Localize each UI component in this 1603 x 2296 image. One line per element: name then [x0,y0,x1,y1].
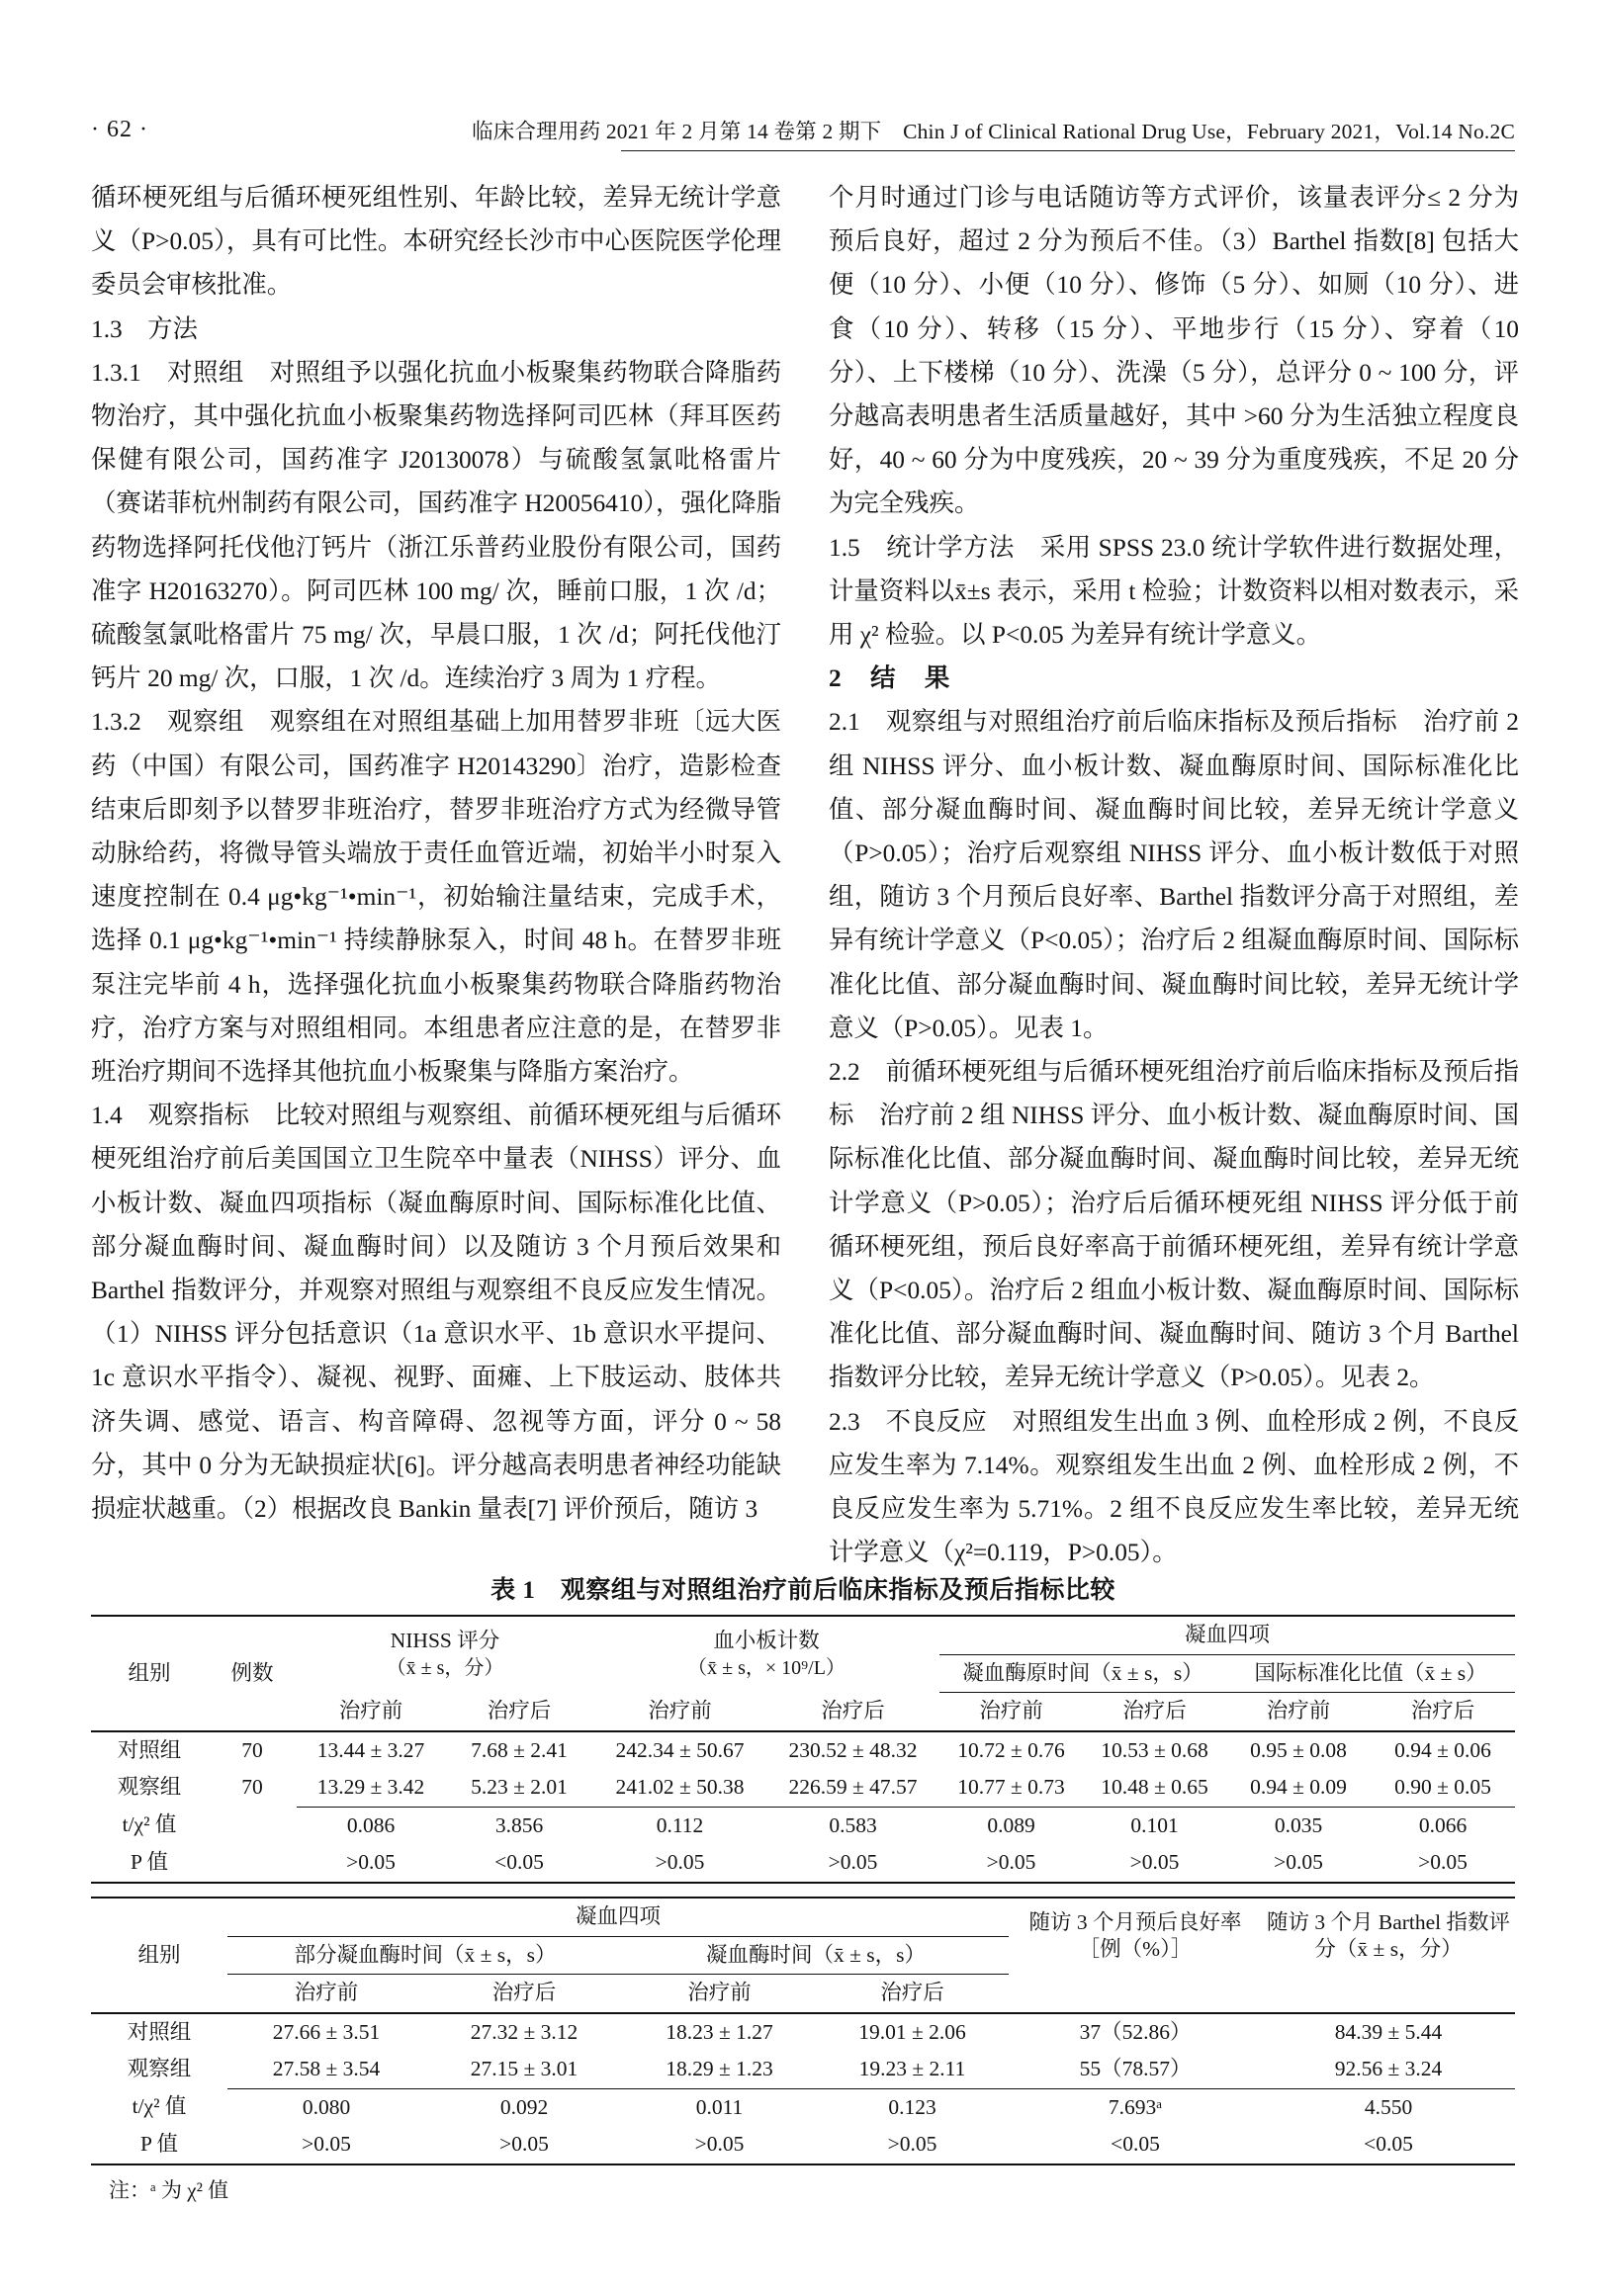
th-nihss [297,1616,593,1693]
cell: 0.101 [1083,1807,1226,1844]
cell: >0.05 [499,2132,549,2157]
th-group: 组别 [91,1898,227,2013]
cell: >0.05 [1274,1850,1323,1875]
cell: >0.05 [655,1850,705,1875]
paragraph-1-5: 1.5 统计学方法 采用 SPSS 23.0 统计学软件进行数据处理，计量资料以x̄±s 表示，采用 t 检验；计数资料以相对数表示，采用 χ² 检验。以 P<0.05 为差异有统计学意义。 [829,533,1519,650]
row-label: 对照组 [117,1737,182,1762]
cell: >0.05 [887,2132,937,2157]
table-2 [91,1897,1515,2165]
cell: 13.29 ± 3.42 [316,1775,425,1800]
heading-2-results: 2 结 果 [829,664,952,693]
cell: 226.59 ± 47.57 [788,1775,918,1800]
row-label: 对照组 [127,2019,192,2044]
cell: 92.56 ± 3.24 [1334,2057,1443,2081]
th-tt: 凝血酶时间（x̄ ± s，s） [623,1936,1009,1975]
cell: >0.05 [1418,1850,1468,1875]
row-n [208,1807,297,1844]
table-row [91,2051,1515,2088]
table-row [91,1844,1515,1883]
paragraph-2-2: 2.2 前循环梗死组与后循环梗死组治疗前后临床指标及预后指标 治疗前 2 组 NIHSS 评分、血小板计数、凝血酶原时间、国际标准化比值、部分凝血酶时间、凝血酶时间比较，差异无统计学意义（P>0.05）；治疗后后循环梗死组 NIHSS 评分低于前循环梗死组，预后良好率高于前循环梗死组，差异有统计学意义（P<0.05）。治疗后 2 组血小板计数、凝血酶原时间、国际标准化比值、部分凝血酶时间、凝血酶时间、随访 3 个月 Barthel 指数评分比较，差异无统计学意义（P>0.05）。见表 2。 [829,1058,1519,1392]
cell: <0.05 [494,1850,544,1875]
th-aptt: 部分凝血酶时间（x̄ ± s，s） [227,1936,623,1975]
th-sub-2: 治疗后 [491,1981,557,2005]
th-sub-2: 治疗后 [487,1698,552,1722]
cell: >0.05 [694,2132,745,2157]
cell: >0.05 [1129,1850,1180,1875]
cell: 27.58 ± 3.54 [272,2057,381,2081]
cell: 241.02 ± 50.38 [615,1775,745,1800]
row-n: 70 [241,1775,263,1800]
paragraph-intro: 循环梗死组与后循环梗死组性别、年龄比较，差异无统计学意义（P>0.05），具有可比性。本研究经长沙市中心医院医学伦理委员会审核批准。 [91,184,781,300]
cell: 0.90 ± 0.05 [1394,1775,1491,1800]
th-prognosis-rate: 随访 3 个月预后良好率［例（%）］ [1009,1898,1262,1975]
th-coagulation: 凝血四项 [939,1616,1515,1654]
table-2-header-row-groups [91,1898,1515,1936]
cell: 0.089 [939,1807,1083,1844]
cell: <0.05 [1111,2132,1160,2157]
cell: 0.066 [1371,1807,1515,1844]
table-row [91,1731,1515,1770]
cell: 0.583 [766,1807,939,1844]
table-row [91,2013,1515,2052]
cell: 230.52 ± 48.32 [788,1737,918,1762]
cell: 0.94 ± 0.09 [1250,1775,1347,1800]
row-label: P 值 [130,1850,169,1875]
table-1-header-row-groups [91,1616,1515,1654]
cell: 13.44 ± 3.27 [316,1737,425,1762]
th-sub-blank-1 [1009,1975,1262,2013]
cell: >0.05 [828,1850,878,1875]
th-sub-7: 治疗前 [1266,1699,1331,1723]
th-inr: 国际标准化比值（x̄ ± s） [1226,1654,1515,1693]
th-sub-3: 治疗前 [648,1698,712,1722]
table-1-caption: 表 1 观察组与对照组治疗前后临床指标及预后指标比较 [490,1577,1115,1604]
cell: 84.39 ± 5.44 [1334,2019,1443,2044]
page-folio: · 62 · [91,117,148,142]
cell: 19.01 ± 2.06 [858,2019,966,2044]
right-text-column [829,176,1519,1575]
row-n: 70 [241,1737,263,1762]
cell: 0.011 [623,2088,816,2126]
paragraph-1-4-continued: 个月时通过门诊与电话随访等方式评价，该量表评分≤ 2 分为预后良好，超过 2 分为预后不佳。（3）Barthel 指数[8] 包括大便（10 分）、小便（10 分）、修饰（5 分）、如厕（10 分）、进食（10 分）、转移（15 分）、平地步行（15 分）、穿着（10 分）、上下楼梯（10 分）、洗澡（5 分），总评分 0 ~ 100 分，评分越高表明患者生活质量越好，其中 >60 分为生活独立程度良好，40 ~ 60 分为中度残疾，20 ~ 39 分为重度残疾，不足 20 分为完全残疾。 [829,184,1519,518]
row-label: P 值 [139,2132,179,2157]
cell: 0.112 [593,1807,766,1844]
th-barthel: 随访 3 个月 Barthel 指数评分（x̄ ± s，分） [1262,1898,1515,1975]
th-sub-3: 治疗前 [687,1981,752,2005]
th-sub-4: 治疗后 [880,1981,944,2005]
running-head [91,111,1515,158]
th-platelet [593,1616,939,1693]
cell: 55（78.57） [1079,2057,1192,2081]
cell: <0.05 [1364,2132,1413,2157]
cell: 0.123 [816,2088,1009,2126]
cell: 0.080 [227,2088,425,2126]
cell: 242.34 ± 50.67 [615,1737,745,1762]
row-n [208,1844,297,1883]
table-1 [91,1615,1515,1884]
table-row [91,2088,1515,2126]
cell: 10.72 ± 0.76 [957,1737,1065,1762]
paragraph-1-3-1: 1.3.1 对照组 对照组予以强化抗血小板聚集药物联合降脂药物治疗，其中强化抗血小板聚集药物选择阿司匹林（拜耳医药保健有限公司，国药准字 J20130078）与硫酸氢氯吡格雷片（赛诺菲杭州制药有限公司，国药准字 H20056410），强化降脂药物选择阿托伐他汀钙片（浙江乐普药业股份有限公司，国药准字 H20163270）。阿司匹林 100 mg/ 次，睡前口服，1 次 /d；硫酸氢氯吡格雷片 75 mg/ 次，早晨口服，1 次 /d；阿托伐他汀钙片 20 mg/ 次，口服，1 次 /d。连续治疗 3 周为 1 疗程。 [91,358,781,693]
th-sub-4: 治疗后 [821,1698,885,1722]
cell: 0.086 [297,1807,445,1844]
th-platelet-title: 血小板计数 [713,1628,820,1652]
cell: 27.66 ± 3.51 [272,2019,381,2044]
th-platelet-unit: （x̄ ± s，× 10⁹/L） [687,1657,846,1680]
th-sub-5: 治疗前 [979,1699,1043,1723]
heading-1-3: 1.3 方法 [91,314,198,343]
cell: 10.48 ± 0.65 [1101,1775,1208,1800]
cell: 10.77 ± 0.73 [957,1775,1065,1800]
left-text-column [91,176,781,1531]
th-sub-1: 治疗前 [338,1698,403,1722]
table-2-header-row-sub [91,1975,1515,2013]
th-sub-8: 治疗后 [1410,1699,1475,1723]
th-nihss-unit: （x̄ ± s，分） [386,1657,504,1680]
row-label: 观察组 [117,1775,182,1800]
cell: 19.23 ± 2.11 [858,2057,966,2081]
cell: 0.95 ± 0.08 [1250,1737,1347,1762]
th-sub-1: 治疗前 [294,1981,359,2005]
cell: >0.05 [346,1850,396,1875]
cell: 37（52.86） [1079,2019,1192,2044]
cell: 27.15 ± 3.01 [470,2057,579,2081]
cell: 10.53 ± 0.68 [1101,1737,1208,1762]
th-nihss-title: NIHSS 评分 [390,1628,500,1652]
cell: >0.05 [986,1850,1036,1875]
th-n: 例数 [208,1616,297,1731]
table-1-header-row-sub [91,1693,1515,1731]
journal-citation: 临床合理用药 2021 年 2 月第 14 卷第 2 期下 Chin J of Clinical Rational Drug Use，February 2021，Vol.14 No.2C [472,120,1515,143]
th-sub-blank-2 [1262,1975,1515,2013]
row-label: 观察组 [127,2057,192,2081]
th-group: 组别 [91,1616,208,1731]
cell: 0.035 [1226,1807,1371,1844]
cell: 0.94 ± 0.06 [1394,1737,1491,1762]
table-row [91,1769,1515,1807]
running-head-rule [621,150,1515,151]
paragraph-2-1: 2.1 观察组与对照组治疗前后临床指标及预后指标 治疗前 2 组 NIHSS 评分、血小板计数、凝血酶原时间、国际标准化比值、部分凝血酶时间、凝血酶时间比较，差异无统计学意义（P>0.05）；治疗后观察组 NIHSS 评分、血小板计数低于对照组，随访 3 个月预后良好率、Barthel 指数评分高于对照组，差异有统计学意义（P<0.05）；治疗后 2 组凝血酶原时间、国际标准化比值、部分凝血酶时间、凝血酶时间比较，差异无统计学意义（P>0.05）。见表 1。 [829,708,1519,1042]
row-label: t/χ² 值 [132,2094,187,2119]
th-sub-6: 治疗后 [1122,1699,1187,1723]
table-2-container [91,1897,1515,2204]
table-row [91,2126,1515,2164]
table-2-note: 注：ᵃ 为 χ² 值 [109,2177,229,2202]
cell: 18.23 ± 1.27 [666,2019,773,2044]
cell: 3.856 [445,1807,593,1844]
cell: 4.550 [1262,2088,1515,2126]
cell: 0.092 [425,2088,623,2126]
cell: 5.23 ± 2.01 [471,1775,568,1800]
table-1-container [91,1570,1515,1884]
cell: 18.29 ± 1.23 [666,2057,773,2081]
paragraph-2-3: 2.3 不良反应 对照组发生出血 3 例、血栓形成 2 例，不良反应发生率为 7.14%。观察组发生出血 2 例、血栓形成 2 例，不良反应发生率为 5.71%。2 组不良反应发生率比较，差异无统计学意义（χ²=0.119，P>0.05）。 [829,1407,1519,1567]
cell: 27.32 ± 3.12 [470,2019,579,2044]
paragraph-1-4: 1.4 观察指标 比较对照组与观察组、前循环梗死组与后循环梗死组治疗前后美国国立卫生院卒中量表（NIHSS）评分、血小板计数、凝血四项指标（凝血酶原时间、国际标准化比值、部分凝血酶时间、凝血酶时间）以及随访 3 个月预后效果和 Barthel 指数评分，并观察对照组与观察组不良反应发生情况。（1）NIHSS 评分包括意识（1a 意识水平、1b 意识水平提问、1c 意识水平指令）、凝视、视野、面瘫、上下肢运动、肢体共济失调、感觉、语言、构音障碍、忽视等方面，评分 0 ~ 58 分，其中 0 分为无缺损症状[6]。评分越高表明患者神经功能缺损症状越重。（2）根据改良 Bankin 量表[7] 评价预后，随访 3 [91,1102,781,1524]
cell: 7.68 ± 2.41 [471,1737,568,1762]
paragraph-1-3-2: 1.3.2 观察组 观察组在对照组基础上加用替罗非班〔远大医药（中国）有限公司，国药准字 H20143290〕治疗，造影检查结束后即刻予以替罗非班治疗，替罗非班治疗方式为经微导管动脉给药，将微导管头端放于责任血管近端，初始半小时泵入速度控制在 0.4 μg•kg⁻¹•min⁻¹，初始输注量结束，完成手术，选择 0.1 μg•kg⁻¹•min⁻¹ 持续静脉泵入，时间 48 h。在替罗非班泵注完毕前 4 h，选择强化抗血小板聚集药物联合降脂药物治疗，治疗方案与对照组相同。本组患者应注意的是，在替罗非班治疗期间不选择其他抗血小板聚集与降脂方案治疗。 [91,708,781,1087]
th-coagulation: 凝血四项 [227,1898,1009,1936]
cell: 7.693ᵃ [1009,2088,1262,2126]
table-row [91,1807,1515,1844]
cell: >0.05 [302,2132,351,2157]
row-label: t/χ² 值 [122,1812,177,1837]
th-pt: 凝血酶原时间（x̄ ± s，s） [939,1654,1226,1693]
